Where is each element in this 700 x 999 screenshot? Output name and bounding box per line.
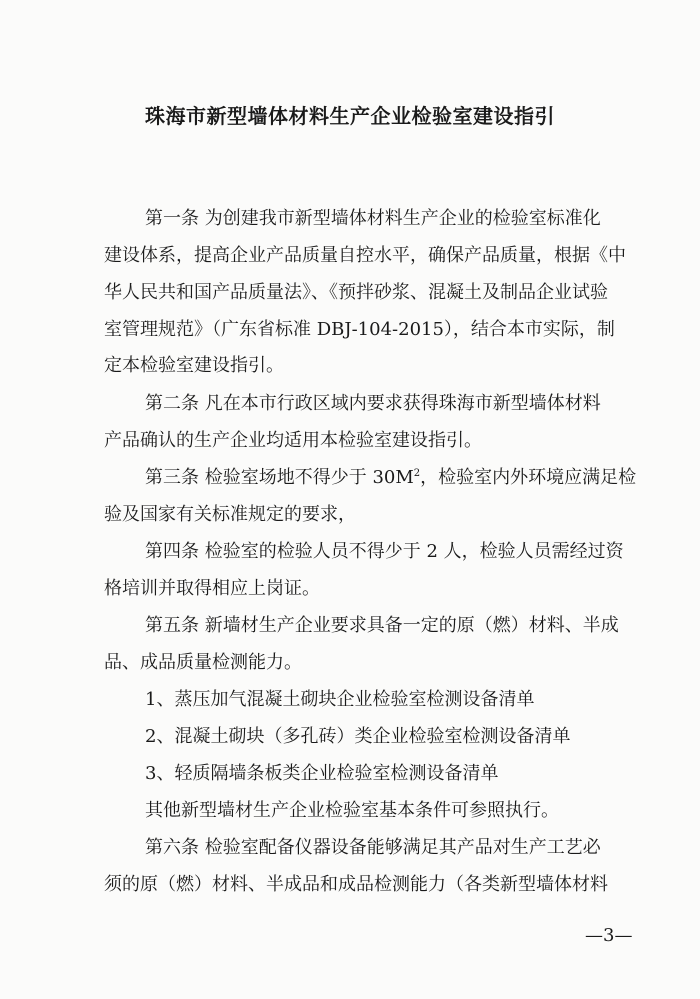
paragraph-line: 室管理规范》（广东省标准 DBJ-104-2015），结合本市实际，制 bbox=[104, 319, 615, 340]
paragraph-line: 第五条 新墙材生产企业要求具备一定的原（燃）材料、半成 bbox=[145, 615, 619, 636]
paragraph-line bbox=[145, 466, 636, 490]
paragraph-line: 第一条 为创建我市新型墙体材料生产企业的检验室标准化 bbox=[145, 208, 601, 229]
paragraph-line: 华人民共和国产品质量法》、《预拌砂浆、混凝土及制品企业试验 bbox=[104, 282, 608, 303]
line-text: 第三条 检验室场地不得少于 30M bbox=[145, 467, 414, 488]
paragraph-line: 第四条 检验室的检验人员不得少于 2 人，检验人员需经过资 bbox=[145, 541, 624, 562]
list-item: 1、蒸压加气混凝土砌块企业检验室检测设备清单 bbox=[145, 689, 535, 710]
paragraph-line: 第二条 凡在本市行政区域内要求获得珠海市新型墙体材料 bbox=[145, 393, 601, 414]
paragraph-line: 其他新型墙材生产企业检验室基本条件可参照执行。 bbox=[145, 800, 559, 821]
paragraph-line: 第六条 检验室配备仪器设备能够满足其产品对生产工艺必 bbox=[145, 837, 601, 858]
superscript-2: 2 bbox=[413, 468, 421, 479]
line-text: ，检验室内外环境应满足检 bbox=[420, 467, 637, 488]
paragraph-line: 品、成品质量检测能力。 bbox=[104, 652, 302, 673]
list-item: 3、轻质隔墙条板类企业检验室检测设备清单 bbox=[145, 763, 499, 784]
paragraph-line: 产品确认的生产企业均适用本检验室建设指引。 bbox=[104, 430, 482, 451]
paragraph-line: 定本检验室建设指引。 bbox=[104, 355, 284, 376]
document-title: 珠海市新型墙体材料生产企业检验室建设指引 bbox=[145, 104, 555, 128]
paragraph-line: 建设体系，提高企业产品质量自控水平，确保产品质量，根据《中 bbox=[104, 245, 626, 266]
paragraph-line: 验及国家有关标准规定的要求， bbox=[104, 504, 356, 525]
list-item: 2、混凝土砌块（多孔砖）类企业检验室检测设备清单 bbox=[145, 726, 571, 747]
paragraph-line: 须的原（燃）材料、半成品和成品检测能力（各类新型墙体材料 bbox=[104, 874, 608, 895]
paragraph-line: 格培训并取得相应上岗证。 bbox=[104, 578, 320, 599]
page-number: —3— bbox=[585, 925, 633, 946]
